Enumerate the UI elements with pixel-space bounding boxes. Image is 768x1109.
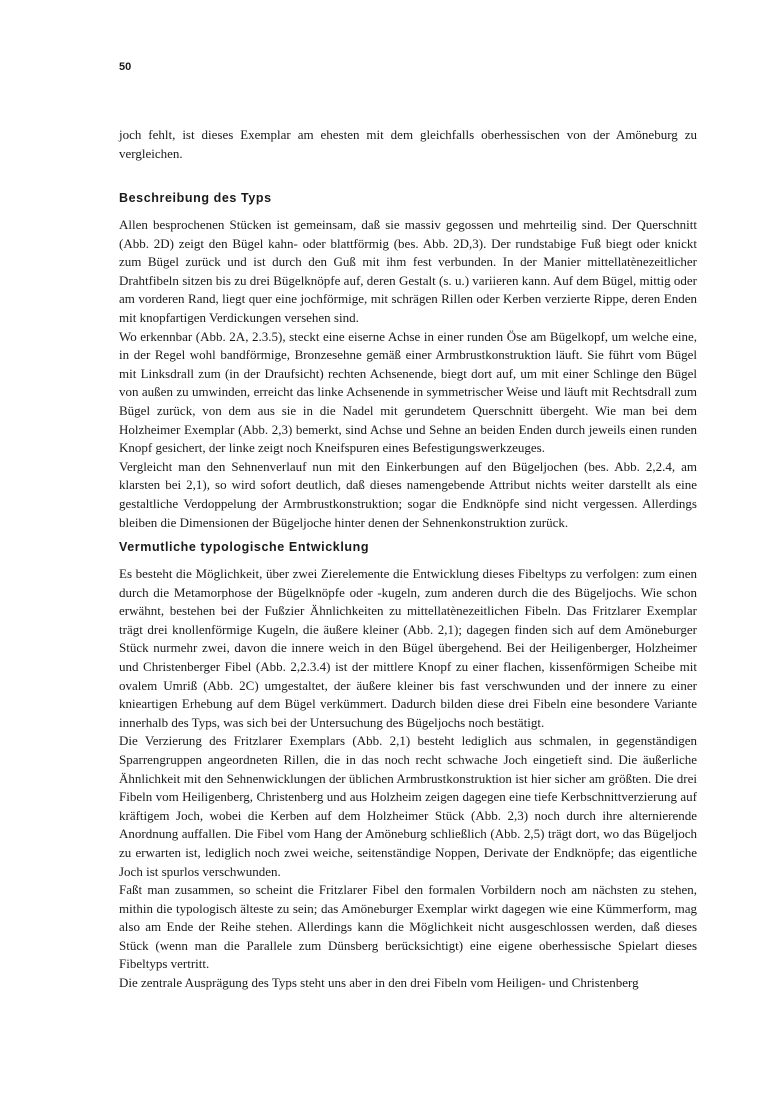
paragraph: Die zentrale Ausprägung des Typs steht uns aber in den drei Fibeln vom Heiligen- und Christenberg (119, 975, 639, 991)
intro-block (119, 126, 697, 163)
intro-paragraph: joch fehlt, ist dieses Exemplar am ehesten mit dem gleichfalls oberhessischen von der Amöneburg zu vergleichen. (119, 127, 697, 161)
paragraph: Faßt man zusammen, so scheint die Fritzlarer Fibel den formalen Vorbildern noch am nächsten zu stehen, mithin die typologisch älteste zu sein; das Amöneburger Exemplar wirkt dagegen wie eine Kümmerform, mag also am Ende der Reihe stehen. Allerdings kann die Möglichkeit nicht ausgeschlossen werden, daß dieses Stück (wenn man die Parallele zum Dünsberg berücksichtigt) eine eigene oberhessische Spielart dieses Fibeltyps vertritt. (119, 882, 697, 972)
section-heading: Beschreibung des Typs (119, 191, 272, 205)
section-heading: Vermutliche typologische Entwicklung (119, 540, 370, 554)
section-beschreibung (119, 189, 697, 532)
section-entwicklung (119, 538, 697, 993)
paragraph: Vergleicht man den Sehnenverlauf nun mit den Einkerbungen auf den Bügeljochen (bes. Abb. 2,2.4, am klarsten bei 2,1), so wird sofort deutlich, daß dieses namengebende Attribut nichts weiter darstellt als eine gestaltliche Verdoppelung der Armbrustkonstruktion; sogar die Endknöpfe sind nicht vergessen. Allerdings bleiben die Dimensionen der Bügeljoche hinter denen der Sehnenkonstruktion zurück. (119, 458, 697, 530)
paragraph: Es besteht die Möglichkeit, über zwei Zierelemente die Entwicklung dieses Fibeltyps zu verfolgen: zum einen durch die Metamorphose der Bügelknöpfe oder -kugeln, zum anderen durch die des Bügeljochs. Wie schon erwähnt, bestehen bei der Fußzier Ähnlichkeiten zu mittellatènezeitlichen Fibeln. Das Fritzlarer Exemplar trägt drei knollenförmige Kugeln, die äußere kleiner (Abb. 2,1); dagegen finden sich auf dem Amöneburger Stück nurmehr zwei, davon die innere weich in den Bügel übergehend. Bei der Heiligenberger, Holzheimer und Christenberger Fibel (Abb. 2,2.3.4) ist der mittlere Knopf zu einer flachen, kissenförmigen Scheibe mit ovalem Umriß (Abb. 2C) umgestaltet, der äußere kleiner bis fast verschwunden und der innere zu einer knieartigen Erhebung auf dem Bügel verkümmert. Dadurch bilden diese drei Fibeln eine besondere Variante innerhalb des Typs, was sich bei der Untersuchung des Bügeljochs noch bestätigt. (119, 566, 697, 730)
page-number: 50 (119, 61, 132, 73)
paragraph: Die Verzierung des Fritzlarer Exemplars (Abb. 2,1) besteht lediglich aus schmalen, in gegenständigen Sparrengruppen angeordneten Rillen, die in das noch recht schwache Joch eingetieft sind. Die äußerliche Ähnlichkeit mit den Sehnenwicklungen der üblichen Armbrustkonstruktion ist hier sicher am größten. Die drei Fibeln vom Heiligenberg, Christenberg und aus Holzheim zeigen dagegen eine tiefe Kerbschnittverzierung auf kräftigem Joch, wobei die Kerben auf dem Holzheimer Stück (Abb. 2,3) noch durch ihre alternierende Anordnung auffallen. Die Fibel vom Hang der Amöneburg schließlich (Abb. 2,5) trägt dort, wo das Bügeljoch zu erwarten ist, lediglich noch zwei weiche, seitenständige Noppen, Derivate der Endknöpfe; das eigentliche Joch ist spurlos verschwunden. (119, 733, 697, 879)
paragraph: Allen besprochenen Stücken ist gemeinsam, daß sie massiv gegossen und mehrteilig sind. Der Querschnitt (Abb. 2D) zeigt den Bügel kahn- oder blattförmig (bes. Abb. 2D,3). Der rundstabige Fuß biegt oder knickt zum Bügel zurück und ist durch den Guß mit ihm fest verbunden. In der Manier mittellatènezeitlicher Drahtfibeln sitzen bis zu drei Bügelknöpfe auf, deren Gestalt (s. u.) variieren kann. Auf dem Bügel, mittig oder am vorderen Rand, liegt quer eine jochförmige, mit schrägen Rillen oder Kerben verzierte Rippe, deren Enden mit knopfartigen Verdickungen versehen sind. (119, 217, 697, 325)
paragraph: Wo erkennbar (Abb. 2A, 2.3.5), steckt eine eiserne Achse in einer runden Öse am Bügelkopf, um welche eine, in der Regel wohl bandförmige, Bronzesehne gemäß einer Armbrustkonstruktion läuft. Sie führt vom Bügel mit Linksdrall zum (in der Draufsicht) rechten Achsenende, biegt dort auf, um mit einer Schlinge den Bügel von außen zu umwinden, erreicht das linke Achsenende in symmetrischer Weise und läuft mit Rechtsdrall zum Bügel zurück, von dem aus sie in die Nadel mit gerundetem Querschnitt übergeht. Wie man bei dem Holzheimer Exemplar (Abb. 2,3) bemerkt, sind Achse und Sehne an beiden Enden durch jeweils einen runden Knopf gesichert, der linke zeigt noch Kneifspuren eines Befestigungswerkzeuges. (119, 328, 697, 456)
